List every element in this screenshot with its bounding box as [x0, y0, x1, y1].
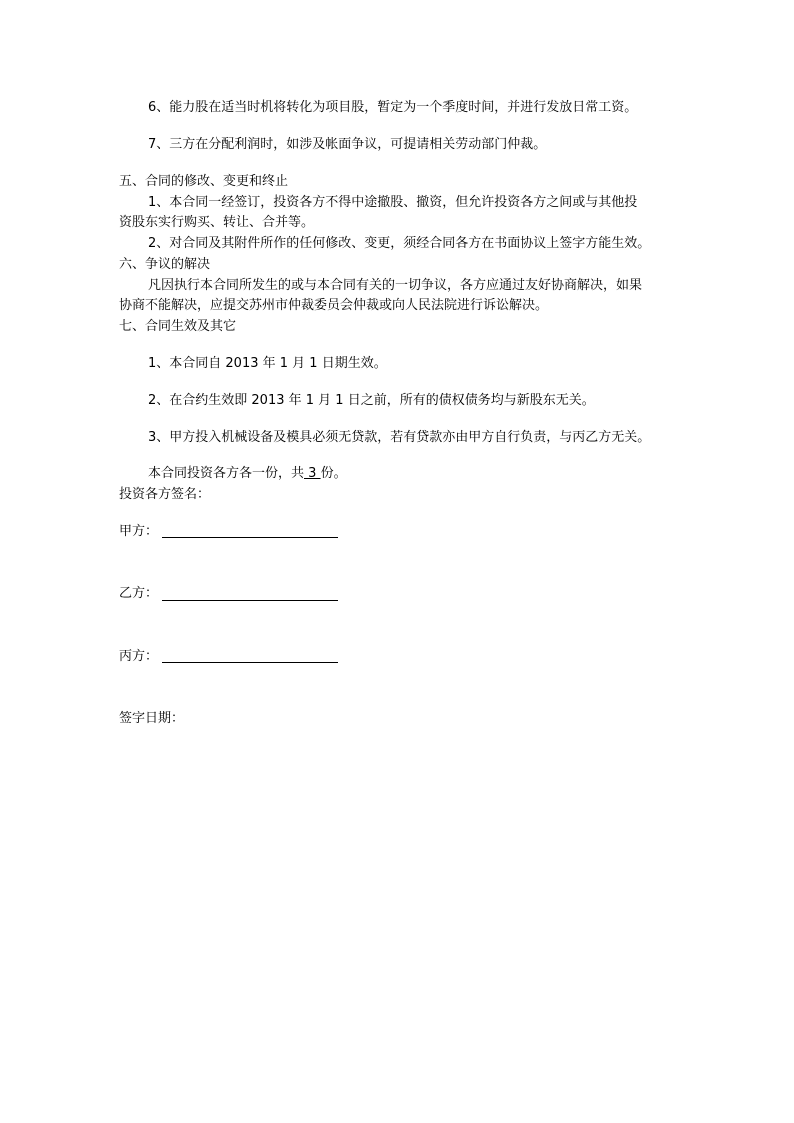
section-7-item-3: 3、甲方投入机械设备及模具必须无贷款，若有贷款亦由甲方自行负责，与丙乙方无关。 — [148, 430, 651, 445]
copies-prefix: 本合同投资各方各一份，共 — [148, 466, 305, 481]
section-5-item-1-line-1: 1、本合同一经签订，投资各方不得中途撤股、撤资，但允许投资各方之间或与其他投 — [148, 195, 638, 210]
party-b-label: 乙方： — [119, 586, 159, 601]
section-6-para-line-2: 协商不能解决，应提交苏州市仲裁委员会仲裁或向人民法院进行诉讼解决。 — [119, 298, 549, 313]
signature-date-label: 签字日期： — [119, 711, 185, 726]
party-c-signature-line[interactable] — [162, 662, 338, 663]
copies-count: 3 — [304, 466, 321, 481]
party-a-signature-line[interactable] — [162, 537, 338, 538]
signatures-heading: 投资各方签名： — [119, 487, 211, 502]
section-5-heading: 五、合同的修改、变更和终止 — [119, 174, 289, 189]
clause-4-item-6: 6、能力股在适当时机将转化为项目股，暂定为一个季度时间，并进行发放日常工资。 — [148, 100, 638, 115]
section-6-para-line-1: 凡因执行本合同所发生的或与本合同有关的一切争议，各方应通过友好协商解决，如果 — [148, 278, 643, 293]
party-c-label: 丙方： — [119, 649, 159, 664]
party-a-label: 甲方： — [119, 524, 159, 539]
copies-statement — [148, 466, 347, 482]
section-7-item-1: 1、本合同自 2013 年 1 月 1 日期生效。 — [148, 356, 387, 371]
section-6-heading: 六、争议的解决 — [119, 257, 211, 272]
copies-suffix: 份。 — [320, 466, 347, 481]
section-5-item-1-line-2: 资股东实行购买、转让、合并等。 — [119, 215, 315, 230]
party-b-signature-line[interactable] — [162, 600, 338, 601]
section-7-heading: 七、合同生效及其它 — [119, 319, 237, 334]
section-5-item-2: 2、对合同及其附件所作的任何修改、变更，须经合同各方在书面协议上签字方能生效。 — [148, 236, 651, 251]
section-7-item-2: 2、在合约生效即 2013 年 1 月 1 日之前，所有的债权债务均与新股东无关。 — [148, 393, 595, 408]
clause-4-item-7: 7、三方在分配利润时，如涉及帐面争议，可提请相关劳动部门仲裁。 — [148, 137, 547, 152]
